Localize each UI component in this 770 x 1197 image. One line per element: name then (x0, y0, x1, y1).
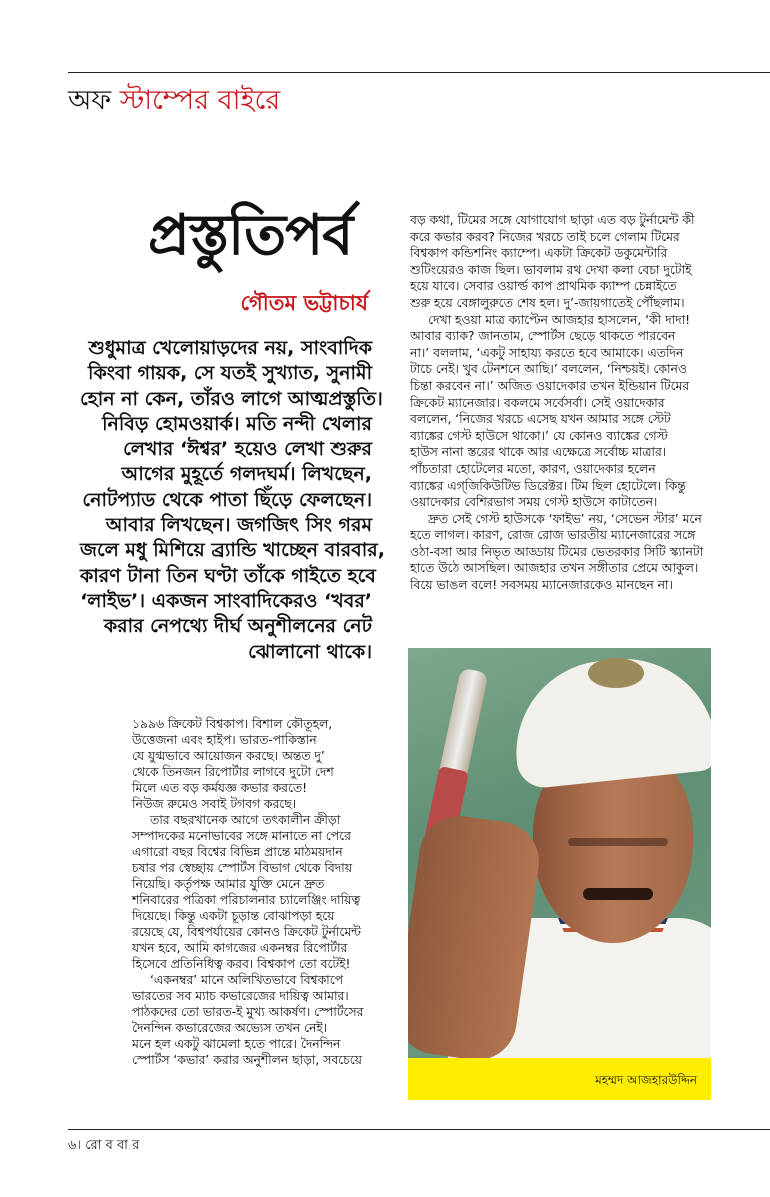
text-line: এগারো বছর বিশ্বের বিভিন্ন প্রান্তে মাঠময়দান (132, 845, 343, 859)
section-prefix: অফ (68, 85, 112, 116)
text-line: দিয়েছে। কিন্তু একটা চূড়ান্ত বোঝাপড়া হয়ে (132, 909, 335, 923)
text-line: আবার লিখছেন। জগজিৎ সিং গরম (105, 514, 372, 537)
text-line: হাতে উঠে আসছিল। আজহার তখন সঙ্গীতার প্রেমে আকুল। (410, 561, 699, 576)
text-line: ঝোলানো থাকে। (248, 640, 372, 663)
text-line: যে যুগ্মভাবে আয়োজন করছে। অন্তত দু’ (132, 749, 325, 763)
body-column-right (410, 212, 715, 594)
text-line: শনিবারের পত্রিকা পরিচালনার চ্যালেঞ্জিং দায়িত্ব (132, 893, 361, 907)
text-line: করে কভার করব? নিজের খরচে তাই চলে গেলাম টিমের (410, 229, 680, 244)
text-line: শুরু হয়ে বেঙ্গালুরুতে শেষ হল। দু’-জায়গাতেই পৌঁছলাম। (410, 295, 685, 310)
text-line: হতে লাগল। কারণ, রোজ রোজ ভারতীয় ম্যানেজারের সঙ্গে (410, 528, 696, 543)
bottom-rule (68, 1129, 770, 1130)
text-line: জলে মধু মিশিয়ে ব্র্যান্ডি খাচ্ছেন বারবার, (80, 539, 385, 562)
text-line: হয়ে যাবে। সেবার ওয়ার্ল্ড কাপ প্রাথমিক ক্যাম্প চেন্নাইতে (410, 279, 677, 294)
page-number: ৬ (68, 1138, 77, 1153)
text-line: হোন না কেন, তাঁরও লাগে আত্মপ্রস্তুতি। (80, 387, 383, 410)
text-line: নিবিড় হোমওয়ার্ক। মতি নন্দী খেলার (102, 412, 372, 435)
text-line: ওয়াদেকার বেশিরভাগ সময় গেস্ট হাউসে কাটাতেন। (410, 495, 658, 510)
text-line: যখন হবে, আমি কাগজের একনম্বর রিপোর্টার (132, 941, 348, 955)
text-line: বললেন, ‘নিজের খরচে এসেছ যখন আমার সঙ্গে স্টেট (410, 412, 671, 427)
text-line: থেকে তিনজন রিপোর্টার লাগবে দুটো দেশ (132, 765, 334, 779)
photo-eyes (568, 838, 668, 846)
top-rule (68, 72, 770, 73)
text-line: চষার পর স্বেচ্ছায় স্পোর্টস বিভাগ থেকে বিদায় (132, 861, 352, 875)
section-highlight: স্টাম্পের বাইরে (119, 85, 281, 116)
text-line: শুটিংয়েরও কাজ ছিল। ভাবলাম রথ দেখা কলা বেচা দুটোই (410, 262, 692, 277)
text-line: ‘লাইভ’। একজন সাংবাদিকেরও ‘খবর’ (80, 589, 372, 612)
text-line: কারণ টানা তিন ঘণ্টা তাঁকে গাইতে হবে (80, 564, 376, 587)
photo-cap-badge (588, 658, 644, 688)
photo-caption-bar (408, 1058, 711, 1100)
text-line: লেখার ‘ঈশ্বর’ হয়েও লেখা শুরুর (123, 438, 372, 461)
article-title: প্রস্তুতিপর্ব (148, 203, 353, 268)
text-line: ভারতের সব ম্যাচ কভারেজের দায়িত্ব আমার। (132, 989, 349, 1003)
text-line: ওঠা-বসা আর নিভৃত আড্ডায় টিমের ভেতরকার সিটি স্ক্যানটা (410, 544, 704, 559)
text-line: পাঁচতারা হোটেলের মতো, কারণ, ওয়াদেকার হলেন (410, 461, 656, 476)
page-footer (68, 1136, 139, 1157)
body-column-left (132, 716, 394, 1068)
text-line: না।’ বললাম, ‘একটু সাহায্য করতে হবে আমাকে। এতদিন (410, 345, 684, 360)
text-line: নোটপ্যাড থেকে পাতা ছিঁড়ে ফেলছেন। (82, 488, 372, 511)
text-line: বিয়ে ভাঙল বলে! সবসময় ম্যানেজারকেও মানছেন না। (410, 578, 673, 593)
footer-separator: । (76, 1138, 82, 1153)
text-line: উত্তেজনা এবং হাইপ। ভারত-পাকিস্তান (132, 733, 317, 747)
text-line: আবার ব্যাক? জানতাম, স্পোর্টস ছেড়ে থাকতে পারবেন (410, 329, 676, 344)
text-line: আগের মুহূর্তে গলদঘর্ম। লিখছেন, (121, 463, 372, 486)
text-line: হিসেবে প্রতিনিধিত্ব করব। বিশ্বকাপ তো বটেই! (132, 957, 351, 971)
text-line: বড় কথা, টিমের সঙ্গে যোগাযোগ ছাড়া এত বড় টুর্নামেন্ট কী (410, 213, 695, 227)
text-line: নিউজ রুমেও সবাই টগবগ করছে। (132, 797, 297, 811)
text-line: তার বছরখানেক আগে তৎকালীন ক্রীড়া (150, 813, 341, 827)
text-line: ‘একনম্বর’ মানে অলিখিতভাবে বিশ্বকাপে (150, 973, 344, 987)
cricketer-photo (408, 648, 711, 1058)
text-line: দেখা হওয়া মাত্র ক্যাপ্টেন আজহার হাসলেন, ‘কী দাদা! (428, 312, 691, 327)
text-line: নিয়েছি। কর্তৃপক্ষ আমার যুক্তি মেনে দ্রুত (132, 877, 325, 891)
article-author: গৌতম ভট্টাচার্য (240, 291, 368, 315)
text-line: দৈনন্দিন কভারেজের অভ্যেস তখন নেই। (132, 1021, 328, 1035)
text-line: টাচে নেই। খুব টেনশনে আছি।’ বললেন, ‘নিশ্চয়ই। কোনও (410, 362, 687, 377)
text-line: শুধুমাত্র খেলোয়াড়দের নয়, সাংবাদিক (88, 337, 372, 359)
text-line: দ্রুত সেই গেস্ট হাউসকে ‘ফাইভ’ নয়, ‘সেভেন স্টার’ মনে (428, 511, 702, 526)
text-line: ১৯৯৬ ক্রিকেট বিশ্বকাপ। বিশাল কৌতূহল, (132, 717, 333, 731)
text-line: কিংবা গায়ক, সে যতই সুখ্যাত, সুনামী (88, 362, 372, 385)
text-line: সম্পাদকের মনোভাবের সঙ্গে মানাতে না পেরে (132, 829, 351, 843)
text-line: রয়েছে যে, বিশ্বপর্যায়ের কোনও ক্রিকেট টুর্নামেন্ট (132, 925, 361, 939)
text-line: ব্যাঙ্কের গেস্ট হাউসে থাকো।’ যে কোনও ব্যাঙ্কের গেস্ট (410, 428, 668, 443)
text-line: চিন্তা করবেন না।’ অজিত ওয়াদেকার তখন ইন্ডিয়ান টিমের (410, 378, 690, 393)
photo-caption: মহম্মদ আজহারউদ্দিন (595, 1073, 697, 1087)
text-line: মনে হল একটু ঝামেলা হতে পারে। দৈনন্দিন (132, 1037, 341, 1051)
section-header (68, 80, 280, 125)
text-line: বিশ্বকাপ কন্ডিশনিং ক্যাম্পে। একটা ক্রিকেট ডকুমেন্টারি (410, 246, 668, 261)
text-line: ব্যাঙ্কের এগ্‌জিকিউটিভ ডিরেক্টর। টিম ছিল হোটেলে। কিন্তু (410, 478, 686, 493)
article-intro (80, 336, 385, 665)
text-line: ক্রিকেট ম্যানেজার। বকলমে সর্বেসর্বা। সেই ওয়াদেকার (410, 395, 665, 410)
text-line: পাঠকদের তো ভারত-ই মুখ্য আকর্ষণ। স্পোর্টসের (132, 1005, 364, 1019)
text-line: হাউস নানা স্তরের থাকে আর এক্ষেত্রে সর্বোচ্চ মাত্রার। (410, 445, 667, 460)
text-line: করার নেপথ্যে দীর্ঘ অনুশীলনের নেট (103, 615, 372, 638)
photo-moustache (583, 888, 653, 900)
text-line: মিলে এত বড় কর্মযজ্ঞ কভার করতে! (132, 781, 308, 795)
magazine-name: রো ব বা র (85, 1138, 140, 1153)
text-line: স্পোর্টস ‘কভার’ করার অনুশীলন ছাড়া, সবচেয়ে (132, 1053, 362, 1067)
